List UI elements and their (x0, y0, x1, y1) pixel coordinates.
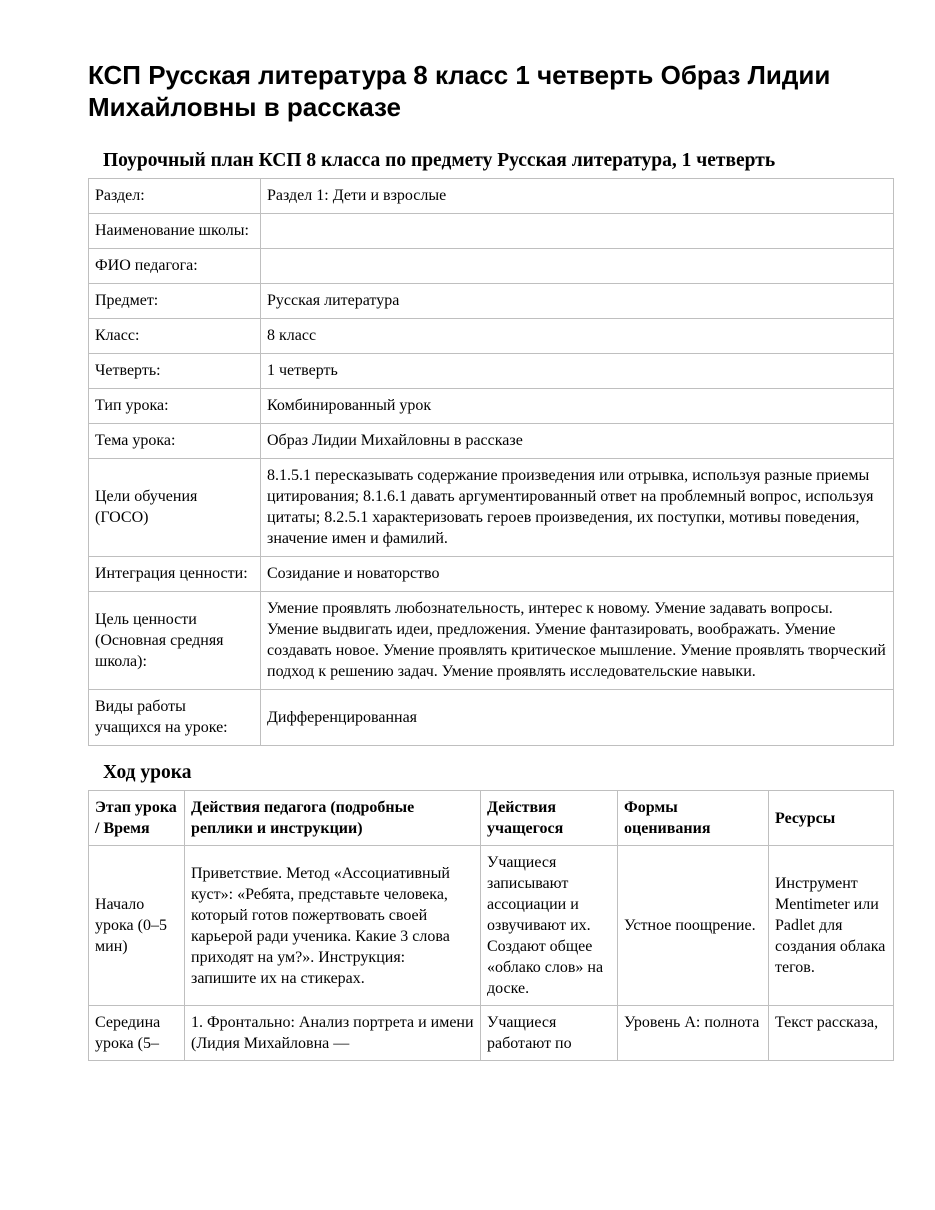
info-label: Класс: (89, 319, 261, 354)
flow-column-header: Этап урока / Время (89, 791, 185, 846)
info-label: Раздел: (89, 179, 261, 214)
info-row (89, 424, 894, 459)
flow-row (89, 846, 894, 1006)
info-row (89, 284, 894, 319)
info-value: Созидание и новаторство (261, 557, 894, 592)
flow-cell-student: Учащиеся записывают ассоциации и озвучивают их. Создают общее «облако слов» на доске. (481, 846, 618, 1006)
flow-cell-stage: Середина урока (5– (89, 1006, 185, 1061)
info-label: ФИО педагога: (89, 249, 261, 284)
flow-cell-teacher: Приветствие. Метод «Ассоциативный куст»: «Ребята, представьте человека, который готов пожертвовать своей карьерой ради ученика. Какие 3 слова приходят на ум?». Инструкция: запишите их на стикерах. (185, 846, 481, 1006)
flow-cell-student: Учащиеся работают по (481, 1006, 618, 1061)
info-row (89, 690, 894, 746)
info-label: Интеграция ценности: (89, 557, 261, 592)
document-title: КСП Русская литература 8 класс 1 четверть Образ Лидии Михайловны в рассказе (88, 60, 831, 122)
info-value: Русская литература (261, 284, 894, 319)
info-value: Комбинированный урок (261, 389, 894, 424)
flow-cell-assessment: Уровень А: полнота (618, 1006, 769, 1061)
info-value: 8 класс (261, 319, 894, 354)
lesson-flow-heading: Ход урока (103, 762, 192, 783)
flow-column-header: Ресурсы (769, 791, 894, 846)
flow-column-header: Формы оценивания (618, 791, 769, 846)
info-row (89, 557, 894, 592)
info-row (89, 389, 894, 424)
info-value: Дифференцированная (261, 690, 894, 746)
flow-header-row (89, 791, 894, 846)
info-row (89, 179, 894, 214)
info-row (89, 319, 894, 354)
lesson-info-table (88, 178, 894, 746)
info-row (89, 249, 894, 284)
flow-cell-assessment: Устное поощрение. (618, 846, 769, 1006)
info-value (261, 214, 894, 249)
info-value: Умение проявлять любознательность, интерес к новому. Умение задавать вопросы. Умение выдвигать идеи, предложения. Умение фантазировать, воображать. Умение создавать новое. Умение проявлять критическое мышление. Умение проявлять творческий подход к решению задач. Умение проявлять исследовательские навыки. (261, 592, 894, 690)
info-row (89, 354, 894, 389)
flow-cell-stage: Начало урока (0–5 мин) (89, 846, 185, 1006)
info-label: Цель ценности (Основная средняя школа): (89, 592, 261, 690)
info-value: Образ Лидии Михайловны в рассказе (261, 424, 894, 459)
flow-column-header: Действия учащегося (481, 791, 618, 846)
info-row (89, 459, 894, 557)
lesson-flow-table (88, 790, 894, 1061)
info-value: 1 четверть (261, 354, 894, 389)
document-page (88, 0, 893, 1061)
info-label: Предмет: (89, 284, 261, 319)
info-value: Раздел 1: Дети и взрослые (261, 179, 894, 214)
info-label: Цели обучения (ГОСО) (89, 459, 261, 557)
info-label: Тип урока: (89, 389, 261, 424)
info-row (89, 214, 894, 249)
info-label: Наименование школы: (89, 214, 261, 249)
info-label: Тема урока: (89, 424, 261, 459)
flow-cell-resources: Текст рассказа, (769, 1006, 894, 1061)
info-row (89, 592, 894, 690)
flow-cell-resources: Инструмент Mentimeter или Padlet для создания облака тегов. (769, 846, 894, 1006)
plan-heading: Поурочный план КСП 8 класса по предмету Русская литература, 1 четверть (103, 150, 776, 171)
info-value: 8.1.5.1 пересказывать содержание произведения или отрывка, используя разные приемы цитирования; 8.1.6.1 давать аргументированный ответ на проблемный вопрос, используя цитаты; 8.2.5.1 характеризовать героев произведения, их поступки, мотивы поведения, значение имен и фамилий. (261, 459, 894, 557)
info-label: Виды работы учащихся на уроке: (89, 690, 261, 746)
flow-cell-teacher: 1. Фронтально: Анализ портрета и имени (Лидия Михайловна — (185, 1006, 481, 1061)
info-value (261, 249, 894, 284)
flow-row (89, 1006, 894, 1061)
flow-column-header: Действия педагога (подробные реплики и инструкции) (185, 791, 481, 846)
info-label: Четверть: (89, 354, 261, 389)
